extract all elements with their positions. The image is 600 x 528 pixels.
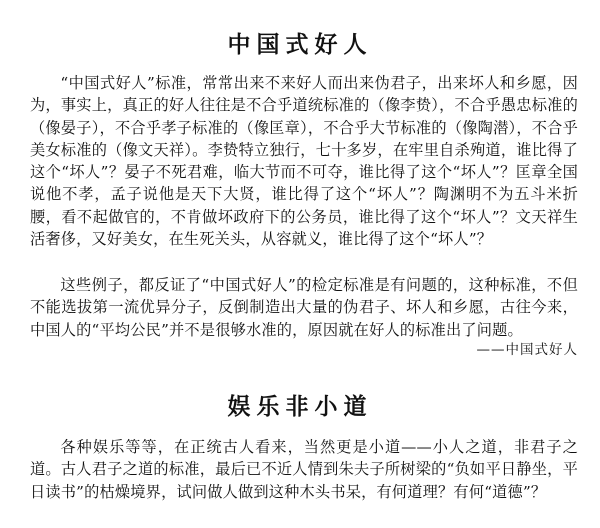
section-title-entertainment: 娱乐非小道 — [227, 393, 373, 421]
paragraph-good-person-1: “中国式好人”标准，常常出来不来好人而出来伪君子，出来坏人和乡愿，因为，事实上，真正的好人往往是不合乎道统标准的（像李贽），不合乎愚忠标准的（像晏子），不合乎孝子标准的（像匡章），不合乎大节标准的（像陶潜），不合乎美女标准的（像文天祥）。李贽特立独行，七十多岁，在牢里自杀殉道，谁比得了这个“坏人”？晏子不死君难，临大节而不可夺，谁比得了这个“坏人”？匡章全国说他不孝，孟子说他是天下大贤，谁比得了这个“坏人”？陶渊明不为五斗米折腰，看不起做官的，不肯做坏政府下的公务员，谁比得了这个“坏人”？文天祥生活奢侈，又好美女，在生死关头，从容就义，谁比得了这个“坏人”？ — [30, 74, 578, 249]
paragraph-entertainment-1: 各种娱乐等等，在正统古人看来，当然更是小道——小人之道，非君子之道。古人君子之道的标准，最后已不近人情到朱夫子所树梁的“负如平日静坐，平日读书”的枯燥境界，试问做人做到这种木头书呆，有何道理？有何“道德”？ — [30, 438, 578, 501]
attribution-good-person: ——中国式好人 — [476, 342, 578, 358]
paragraph-good-person-2: 这些例子，都反证了“中国式好人”的检定标准是有问题的，这种标准，不但不能选拔第一流优异分子，反倒制造出大量的伪君子、坏人和乡愿，古往今来，中国人的“平均公民”并不是很够水准的，原因就在好人的标准出了问题。 — [30, 276, 578, 339]
section-title-good-person: 中国式好人 — [227, 31, 373, 59]
